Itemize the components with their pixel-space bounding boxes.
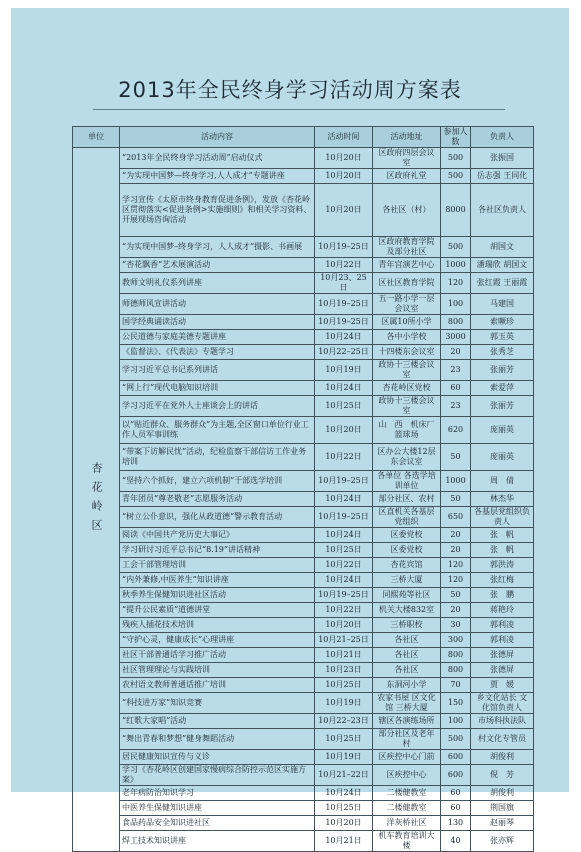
table-row xyxy=(73,765,534,786)
cell-place: 农家书屋 区文化馆 三桥大厦 xyxy=(373,693,441,714)
cell-time: 10月21–22日 xyxy=(315,765,373,786)
cell-content: 学习《杏花岭区创建国家慢病综合防控示范区实施方案》 xyxy=(120,765,315,786)
table-row xyxy=(73,633,534,648)
cell-person: 乡文化站长 文化馆负责人 xyxy=(471,693,534,714)
cell-count: 23 xyxy=(441,396,471,417)
cell-place: 山 西 机床厂篮球场 xyxy=(373,417,441,444)
cell-time: 10月24日 xyxy=(315,573,373,588)
cell-time: 10月21日 xyxy=(315,648,373,663)
cell-content: “为实现中国梦—终身学习,人人成才”专题讲座 xyxy=(120,169,315,184)
cell-time: 10月25日 xyxy=(315,678,373,693)
cell-count: 20 xyxy=(441,543,471,558)
cell-person: 倪 芳 xyxy=(471,765,534,786)
cell-time: 10月19–25日 xyxy=(315,294,373,315)
cell-content: “红歌大家唱”活动 xyxy=(120,714,315,729)
cell-place: 政协十三楼会议室 xyxy=(373,396,441,417)
cell-person: 马建国 xyxy=(471,294,534,315)
cell-place: 青年宫演艺中心 xyxy=(373,258,441,273)
cell-person: 胡国文 xyxy=(471,237,534,258)
table-row xyxy=(73,258,534,273)
cell-place: 区政府四层会议室 xyxy=(373,148,441,169)
cell-count: 600 xyxy=(441,765,471,786)
cell-content: 老年病防治知识学习 xyxy=(120,786,315,801)
cell-content: 社区干部普通话学习推广活动 xyxy=(120,648,315,663)
cell-person: 赵丽琴 xyxy=(471,816,534,831)
cell-person: 市场科执法队 xyxy=(471,714,534,729)
cell-time: 10月24日 xyxy=(315,786,373,801)
cell-person: 张秀芝 xyxy=(471,345,534,360)
cell-place: 区直机关各基层党组织 xyxy=(373,507,441,528)
header-content: 活动内容 xyxy=(120,127,315,148)
unit-cell: 杏花岭区 xyxy=(73,148,120,852)
cell-count: 600 xyxy=(441,750,471,765)
cell-time: 10月20日 xyxy=(315,148,373,169)
cell-count: 60 xyxy=(441,786,471,801)
cell-count: 620 xyxy=(441,417,471,444)
cell-place: 区属10所小学 xyxy=(373,315,441,330)
cell-count: 500 xyxy=(441,169,471,184)
cell-time: 10月22日 xyxy=(315,258,373,273)
cell-count: 800 xyxy=(441,663,471,678)
cell-count: 23 xyxy=(441,360,471,381)
table-row xyxy=(73,396,534,417)
cell-content: “舞出青春和梦想”健身舞蹈活动 xyxy=(120,729,315,750)
cell-count: 500 xyxy=(441,729,471,750)
cell-time: 10月19日 xyxy=(315,750,373,765)
table-row xyxy=(73,169,534,184)
cell-person: 村文化专管员 xyxy=(471,729,534,750)
cell-content: 教师文明礼仪系列讲座 xyxy=(120,273,315,294)
cell-count: 500 xyxy=(441,237,471,258)
cell-content: 焊工技术知识讲座 xyxy=(120,831,315,852)
cell-place: 机关大楼832室 xyxy=(373,603,441,618)
table-row xyxy=(73,294,534,315)
title-rule xyxy=(93,109,505,110)
cell-time: 10月19–25日 xyxy=(315,507,373,528)
cell-time: 10月24日 xyxy=(315,330,373,345)
cell-place: 区委党校 xyxy=(373,543,441,558)
cell-count: 650 xyxy=(441,507,471,528)
header-person: 负责人 xyxy=(471,127,534,148)
table-row xyxy=(73,543,534,558)
cell-place: 同熙苑等社区 xyxy=(373,588,441,603)
cell-time: 10月24日 xyxy=(315,528,373,543)
table-row xyxy=(73,273,534,294)
cell-content: 学习宣传《太原市终身教育促进条例》，发放《杏花岭区贯彻落实<促进条例>实施细则》和相关学习资料、开展现场咨询活动 xyxy=(120,184,315,237)
cell-person: 张丽芳 xyxy=(471,360,534,381)
cell-count: 120 xyxy=(441,273,471,294)
cell-count: 40 xyxy=(441,831,471,852)
cell-count: 800 xyxy=(441,315,471,330)
cell-time: 10月20日 xyxy=(315,169,373,184)
cell-count: 130 xyxy=(441,816,471,831)
cell-content: 残疾人插花技术培训 xyxy=(120,618,315,633)
cell-place: 三桥大厦 xyxy=(373,573,441,588)
cell-place: 杏花岭区党校 xyxy=(373,381,441,396)
cell-person: 郭利凌 xyxy=(471,633,534,648)
cell-content: 工会干部管理培训 xyxy=(120,558,315,573)
cell-time: 10月20日 xyxy=(315,816,373,831)
cell-place: 三桥职校 xyxy=(373,618,441,633)
cell-time: 10月23、25日 xyxy=(315,273,373,294)
cell-place: 区政府教育学院及部分社区 xyxy=(373,237,441,258)
cell-person: 胡俊利 xyxy=(471,786,534,801)
table-row xyxy=(73,528,534,543)
cell-time: 10月19–25日 xyxy=(315,315,373,330)
header-place: 活动地址 xyxy=(373,127,441,148)
cell-time: 10月19–25日 xyxy=(315,471,373,492)
table-row xyxy=(73,786,534,801)
cell-place: 十四楼东会议室 xyxy=(373,345,441,360)
table-header-row xyxy=(73,127,534,148)
cell-content: 青年团员“尊老敬老”志愿服务活动 xyxy=(120,492,315,507)
cell-person: 张 鹏 xyxy=(471,588,534,603)
cell-content: 公民道德与家庭美德专题讲座 xyxy=(120,330,315,345)
cell-time: 10月25日 xyxy=(315,543,373,558)
cell-content: 秋季养生保健知识进社区活动 xyxy=(120,588,315,603)
cell-content: 国学经典诵读活动 xyxy=(120,315,315,330)
table-row xyxy=(73,471,534,492)
cell-time: 10月22日 xyxy=(315,558,373,573)
cell-person: 张丽芳 xyxy=(471,396,534,417)
cell-count: 120 xyxy=(441,573,471,588)
cell-place: 部分社区、农村 xyxy=(373,492,441,507)
cell-place: 区办公大楼12层东会议室 xyxy=(373,444,441,471)
cell-count: 3000 xyxy=(441,330,471,345)
cell-time: 10月22日 xyxy=(315,444,373,471)
cell-time: 10月19–25日 xyxy=(315,237,373,258)
cell-person: 荆国旗 xyxy=(471,801,534,816)
cell-content: 《监督法》、《代表法》专题学习 xyxy=(120,345,315,360)
table-row xyxy=(73,678,534,693)
cell-time: 10月20日 xyxy=(315,417,373,444)
table-row xyxy=(73,381,534,396)
cell-place: 区政府礼堂 xyxy=(373,169,441,184)
table-row xyxy=(73,360,534,381)
cell-content: “网上行”现代电脑知识培训 xyxy=(120,381,315,396)
cell-place: 机车教育培训大楼 xyxy=(373,831,441,852)
cell-count: 50 xyxy=(441,444,471,471)
cell-place: 各社区 xyxy=(373,633,441,648)
cell-time: 10月24日 xyxy=(315,492,373,507)
cell-count: 30 xyxy=(441,618,471,633)
cell-count: 50 xyxy=(441,492,471,507)
cell-content: 学习研讨习近平总书记“8.19”讲话精神 xyxy=(120,543,315,558)
cell-place: 各社区 xyxy=(373,648,441,663)
cell-count: 60 xyxy=(441,801,471,816)
cell-content: 中医养生保健知识讲座 xyxy=(120,801,315,816)
cell-place: 五一路小学一层会议室 xyxy=(373,294,441,315)
cell-time: 10月21日 xyxy=(315,831,373,852)
cell-content: “杏花飘香”艺术展演活动 xyxy=(120,258,315,273)
cell-place: 洋灰桥社区 xyxy=(373,816,441,831)
cell-count: 800 xyxy=(441,648,471,663)
cell-place: 各社区 xyxy=(373,663,441,678)
table-row xyxy=(73,729,534,750)
cell-content: 师德师风宣讲活动 xyxy=(120,294,315,315)
cell-content: 以“贴近群众、服务群众”为主题,全区窗口单位行业工作人员军事训练 xyxy=(120,417,315,444)
cell-content: “坚持六个抓好，建立六项机制”干部选学培训 xyxy=(120,471,315,492)
cell-person: 张 帆 xyxy=(471,528,534,543)
cell-time: 10月20日 xyxy=(315,618,373,633)
table-row xyxy=(73,663,534,678)
cell-person: 张德屏 xyxy=(471,648,534,663)
cell-place: 区社区教育学院 xyxy=(373,273,441,294)
cell-person: 各社区负责人 xyxy=(471,184,534,237)
cell-content: “内外兼修,中医养生”知识讲座 xyxy=(120,573,315,588)
table-row xyxy=(73,573,534,588)
cell-count: 20 xyxy=(441,603,471,618)
cell-person: 郭玉英 xyxy=(471,330,534,345)
cell-content: 居民健康知识宣传与义诊 xyxy=(120,750,315,765)
table-row xyxy=(73,603,534,618)
cell-person: 索噘珍 xyxy=(471,315,534,330)
cell-place: 各社区（村） xyxy=(373,184,441,237)
cell-person: 周 倩 xyxy=(471,471,534,492)
cell-count: 8000 xyxy=(441,184,471,237)
cell-time: 10月21–25日 xyxy=(315,633,373,648)
cell-person: 张德屏 xyxy=(471,663,534,678)
cell-count: 500 xyxy=(441,148,471,169)
table-row xyxy=(73,693,534,714)
cell-person: 郭利凌 xyxy=(471,618,534,633)
header-count: 参加人数 xyxy=(441,127,471,148)
cell-person: 张亦辉 xyxy=(471,831,534,852)
cell-content: 学习习近平总书记系列讲话 xyxy=(120,360,315,381)
table-row xyxy=(73,618,534,633)
table-row xyxy=(73,492,534,507)
cell-content: 食品药品安全知识进社区 xyxy=(120,816,315,831)
table-row xyxy=(73,558,534,573)
cell-content: “提升公民素质”道德讲堂 xyxy=(120,603,315,618)
cell-person: 潘瑞欣 胡国文 xyxy=(471,258,534,273)
cell-content: “2013年全民终身学习活动周”启动仪式 xyxy=(120,148,315,169)
table-row xyxy=(73,714,534,729)
cell-person: 索爱萍 xyxy=(471,381,534,396)
table-row xyxy=(73,831,534,852)
cell-content: 阅读《中国共产党历史大事记》 xyxy=(120,528,315,543)
cell-content: 农村语文教师普通话推广培训 xyxy=(120,678,315,693)
cell-time: 10月20日 xyxy=(315,184,373,237)
cell-place: 部分社区及老年村 xyxy=(373,729,441,750)
table-row xyxy=(73,801,534,816)
table-row xyxy=(73,444,534,471)
cell-content: 社区管理理论与实践培训 xyxy=(120,663,315,678)
cell-time: 10月19日 xyxy=(315,360,373,381)
table-row xyxy=(73,184,534,237)
cell-person: 胡俊利 xyxy=(471,750,534,765)
cell-count: 1000 xyxy=(441,258,471,273)
cell-count: 60 xyxy=(441,381,471,396)
cell-person: 张红梅 xyxy=(471,573,534,588)
cell-time: 10月22–25日 xyxy=(315,345,373,360)
cell-place: 区委党校 xyxy=(373,528,441,543)
cell-count: 100 xyxy=(441,294,471,315)
cell-place: 政协十三楼会议室 xyxy=(373,360,441,381)
header-time: 活动时间 xyxy=(315,127,373,148)
cell-count: 300 xyxy=(441,633,471,648)
cell-time: 10月25日 xyxy=(315,801,373,816)
cell-time: 10月22日 xyxy=(315,603,373,618)
table-row xyxy=(73,315,534,330)
table-row xyxy=(73,816,534,831)
cell-person: 张 帆 xyxy=(471,543,534,558)
cell-person: 岳志强 王同化 xyxy=(471,169,534,184)
cell-time: 10月19–25日 xyxy=(315,588,373,603)
table-row xyxy=(73,648,534,663)
cell-place: 东洞河小学 xyxy=(373,678,441,693)
cell-person: 林杰华 xyxy=(471,492,534,507)
cell-count: 70 xyxy=(441,678,471,693)
cell-content: “为实现中国梦–终身学习，人人成才”摄影、书画展 xyxy=(120,237,315,258)
cell-person: 各基层党组织负责人 xyxy=(471,507,534,528)
cell-count: 50 xyxy=(441,588,471,603)
document-page xyxy=(11,8,569,850)
cell-person: 郭洪涛 xyxy=(471,558,534,573)
cell-place: 各单位 各选学培训单位 xyxy=(373,471,441,492)
cell-count: 120 xyxy=(441,558,471,573)
table-row xyxy=(73,750,534,765)
cell-place: 区疾控中心 xyxy=(373,765,441,786)
cell-place: 二楼健教室 xyxy=(373,801,441,816)
cell-person: 庞丽英 xyxy=(471,417,534,444)
cell-time: 10月25日 xyxy=(315,396,373,417)
cell-content: 学习习近平在党外人士座谈会上的讲话 xyxy=(120,396,315,417)
cell-content: “带案下访解民忧”活动，纪检监察干部信访工作业务培训 xyxy=(120,444,315,471)
table-row xyxy=(73,588,534,603)
table-row xyxy=(73,330,534,345)
cell-place: 区疾控中心门前 xyxy=(373,750,441,765)
cell-content: “树立公仆意识，强化从政道德”警示教育活动 xyxy=(120,507,315,528)
cell-time: 10月19日 xyxy=(315,693,373,714)
table-row xyxy=(73,345,534,360)
cell-content: “科技进万家”知识竞赛 xyxy=(120,693,315,714)
cell-place: 杏花宾馆 xyxy=(373,558,441,573)
table-row xyxy=(73,237,534,258)
cell-count: 100 xyxy=(441,714,471,729)
header-unit: 单位 xyxy=(73,127,120,148)
activity-table xyxy=(72,126,534,852)
cell-time: 10月25日 xyxy=(315,729,373,750)
cell-count: 20 xyxy=(441,528,471,543)
cell-person: 张振国 xyxy=(471,148,534,169)
cell-content: “守护心灵，健康成长”心理讲座 xyxy=(120,633,315,648)
cell-time: 10月22–23日 xyxy=(315,714,373,729)
cell-count: 1000 xyxy=(441,471,471,492)
table-row xyxy=(73,417,534,444)
cell-time: 10月23日 xyxy=(315,663,373,678)
cell-person: 贾 媛 xyxy=(471,678,534,693)
table-row xyxy=(73,507,534,528)
cell-place: 二楼健教室 xyxy=(373,786,441,801)
cell-person: 张红霞 王丽霞 xyxy=(471,273,534,294)
cell-person: 庞丽英 xyxy=(471,444,534,471)
cell-place: 各中小学校 xyxy=(373,330,441,345)
cell-time: 10月24日 xyxy=(315,381,373,396)
cell-place: 辖区各演练场所 xyxy=(373,714,441,729)
cell-count: 150 xyxy=(441,693,471,714)
table-row xyxy=(73,148,534,169)
cell-person: 蒋艳玲 xyxy=(471,603,534,618)
page-title: 2013年全民终身学习活动周方案表 xyxy=(118,78,462,102)
cell-count: 20 xyxy=(441,345,471,360)
